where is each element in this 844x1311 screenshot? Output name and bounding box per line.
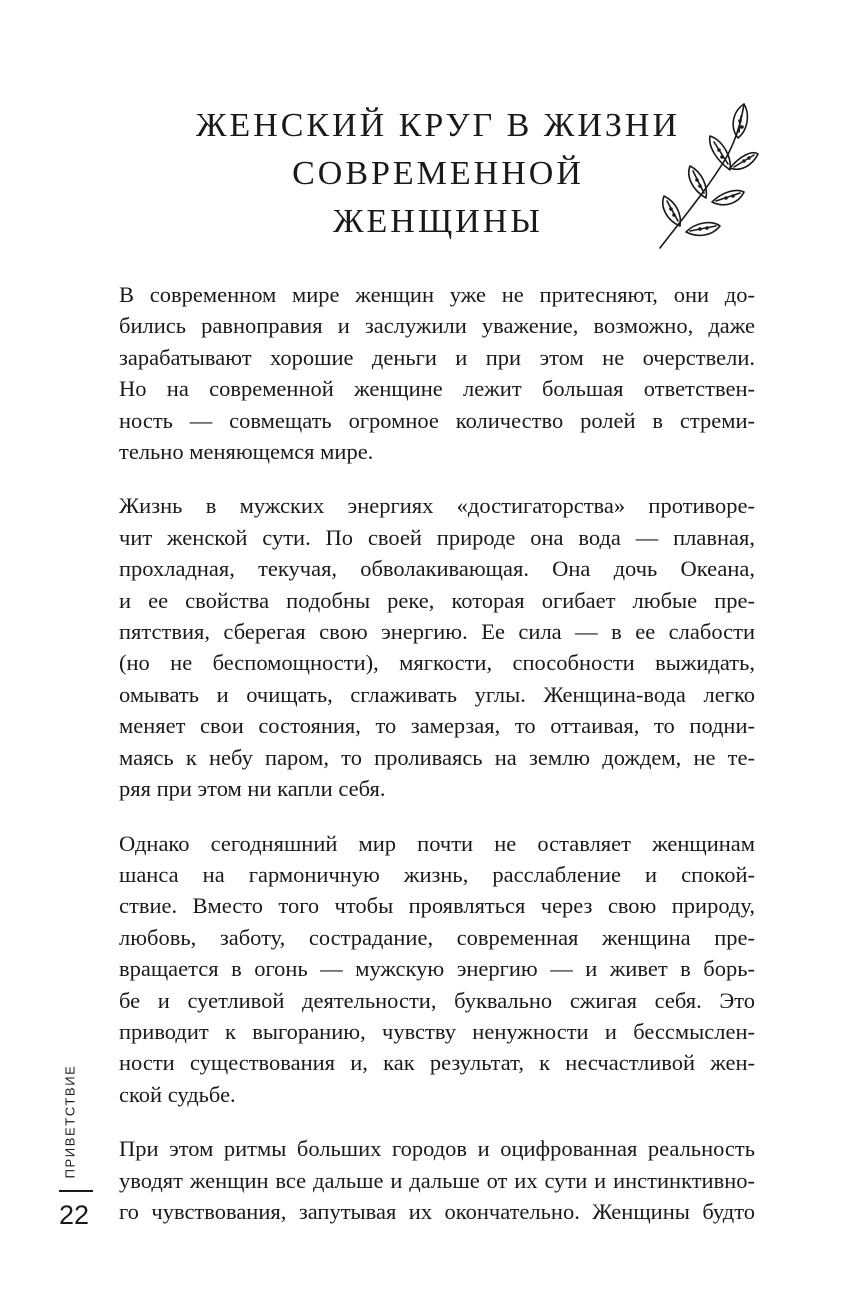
text-line: При этом ритмы больших городов и оцифрованная реальность bbox=[119, 1136, 755, 1162]
text-line: чит женской сути. По своей природе она вода — плавная, bbox=[119, 524, 755, 550]
text-line: прохладная, текучая, обволакивающая. Она дочь Океана, bbox=[119, 556, 755, 582]
text-line: бились равноправия и заслужили уважение, возможно, даже bbox=[119, 313, 755, 339]
text-line: ности существования и, как результат, к несчастливой жен- bbox=[119, 1050, 755, 1076]
chapter-title bbox=[150, 102, 726, 246]
paragraph-1 bbox=[119, 279, 755, 467]
text-line: В современном мире женщин уже не притесняют, они до- bbox=[119, 282, 755, 307]
paragraph-2 bbox=[119, 490, 755, 804]
text-line: го чувствования, запутывая их окончательно. Женщины будто bbox=[119, 1198, 755, 1224]
text-line: ствие. Вместо того чтобы проявляться через свою природу, bbox=[119, 893, 755, 919]
paragraph-3 bbox=[119, 828, 755, 1111]
text-line: зарабатывают хорошие деньги и при этом не очерствели. bbox=[119, 344, 755, 370]
text-line: ской судьбе. bbox=[119, 1081, 236, 1107]
paragraph-4 bbox=[119, 1133, 755, 1227]
text-line: и ее свойства подобны реке, которая огибает любые пре- bbox=[119, 587, 755, 613]
text-line: (но не беспомощности), мягкости, способности выжидать, bbox=[119, 650, 755, 676]
footer-divider bbox=[59, 1190, 93, 1192]
text-line: любовь, заботу, сострадание, современная женщина пре- bbox=[119, 924, 755, 950]
text-line: меняет свои состояния, то замерзая, то оттаивая, то подни- bbox=[119, 713, 755, 739]
section-label-text: ПРИВЕТСТВИЕ bbox=[62, 1064, 78, 1178]
text-line: пятствия, сберегая свою энергию. Ее сила — в ее слабости bbox=[119, 619, 755, 645]
text-line: тельно меняющемся мире. bbox=[119, 439, 374, 465]
text-line: Однако сегодняшний мир почти не оставляет женщинам bbox=[119, 830, 755, 856]
section-label bbox=[62, 1066, 78, 1176]
body-text bbox=[119, 279, 755, 1250]
text-line: маясь к небу паром, то проливаясь на землю дождем, не те- bbox=[119, 744, 755, 770]
branch-icon bbox=[648, 98, 760, 254]
text-line: ность — совмещать огромное количество ролей в стреми- bbox=[119, 407, 755, 433]
chapter-title-line-1: ЖЕНСКИЙ КРУГ В ЖИЗНИ bbox=[195, 107, 681, 144]
text-line: вращается в огонь — мужскую энергию — и живет в борь- bbox=[119, 956, 755, 982]
chapter-title-line-2: СОВРЕМЕННОЙ bbox=[292, 155, 584, 192]
text-line: шанса на гармоничную жизнь, расслабление и спокой- bbox=[119, 861, 755, 887]
text-line: ряя при этом ни капли себя. bbox=[119, 776, 386, 802]
chapter-title-line-3: ЖЕНЩИНЫ bbox=[333, 203, 543, 240]
text-line: Жизнь в мужских энергиях «достигаторства» противоре- bbox=[119, 493, 755, 519]
text-line: бе и суетливой деятельности, буквально сжигая себя. Это bbox=[119, 987, 755, 1013]
text-line: омывать и очищать, сглаживать углы. Женщина-вода легко bbox=[119, 681, 755, 707]
text-line: приводит к выгоранию, чувству ненужности и бессмыслен- bbox=[119, 1018, 755, 1044]
text-line: уводят женщин все дальше и дальше от их сути и инстинктивно- bbox=[119, 1167, 755, 1193]
text-line: Но на современной женщине лежит большая ответствен- bbox=[119, 376, 755, 402]
page-number: 22 bbox=[59, 1200, 90, 1230]
